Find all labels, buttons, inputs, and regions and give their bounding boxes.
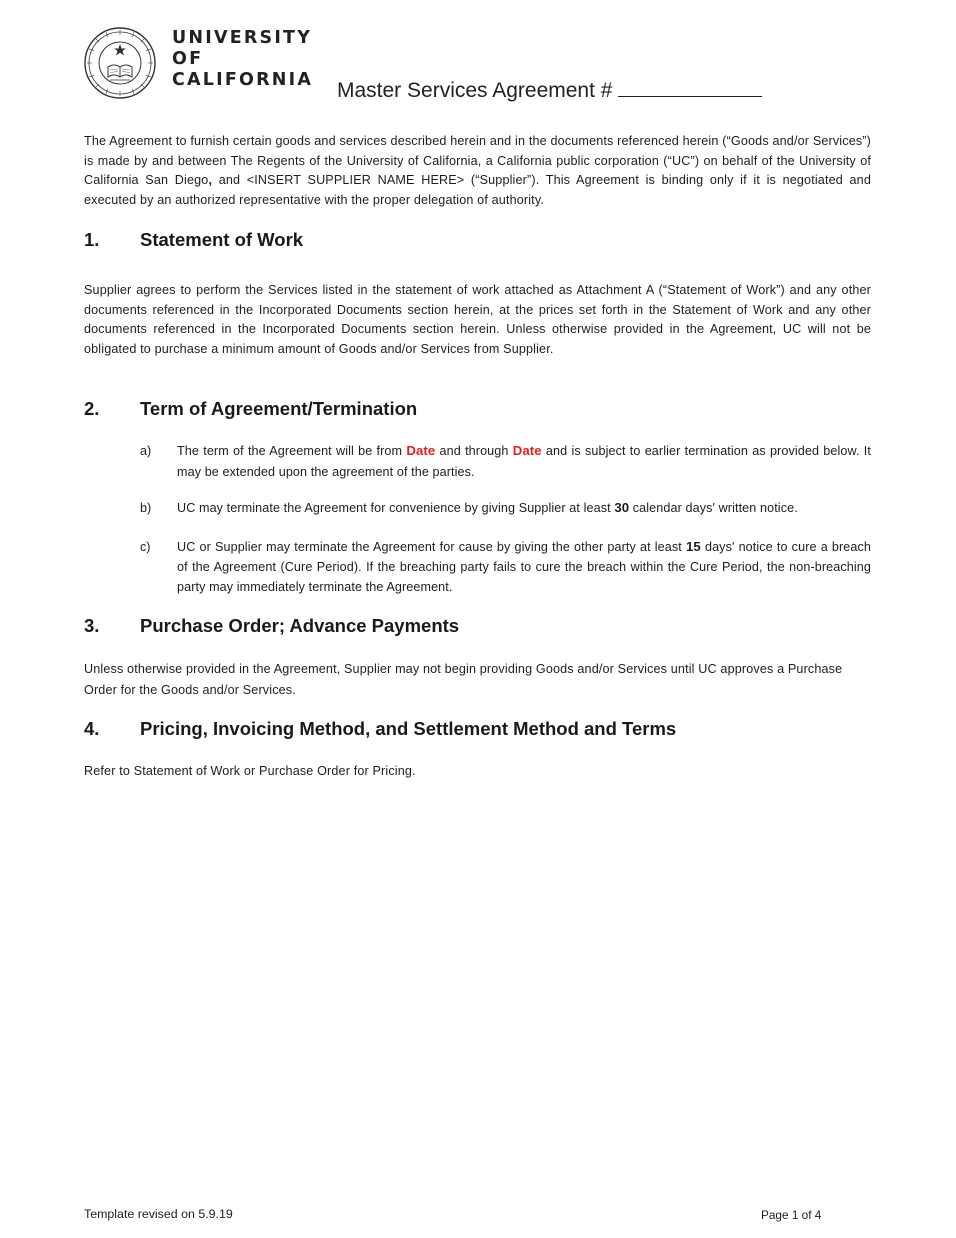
term-a-part-3: and is subject to earlier termination as provided below. It may be extended upon the agreement of the parties. xyxy=(177,444,871,479)
section-2-number: 2. xyxy=(84,398,100,419)
footer-template-revision: Template revised on 5.9.19 xyxy=(84,1207,233,1221)
intro-text-1: The Agreement to furnish certain goods and services described herein and in the documents referenced herein (“Goods and/or Services”) is made by and between The Regents of the University of California, a California public corporation (“UC”) on behalf of the University of California San Diego xyxy=(84,134,871,188)
section-4-body: Refer to Statement of Work or Purchase Order for Pricing. xyxy=(84,764,416,778)
section-2-title: Term of Agreement/Termination xyxy=(140,398,418,419)
agreement-number-blank[interactable] xyxy=(618,79,762,97)
wordmark-line-3: CALIFORNIA xyxy=(172,70,314,90)
term-a-part-2: and through xyxy=(435,444,513,458)
term-c-part-1: UC or Supplier may terminate the Agreement for cause by giving the other party at least xyxy=(177,540,686,554)
term-b-part-2: calendar days' written notice. xyxy=(629,501,798,515)
term-item-b-text xyxy=(177,498,871,519)
term-c-part-2: days' notice to cure a breach of the Agreement (Cure Period). If the breaching party fails to cure the breach within the Cure Period, the non-breaching party may immediately terminate the Agreement. xyxy=(177,540,872,594)
term-b-part-1: UC may terminate the Agreement for convenience by giving Supplier at least xyxy=(177,501,615,515)
section-1-heading xyxy=(84,229,303,251)
intro-paragraph xyxy=(84,132,871,211)
section-3-body: Unless otherwise provided in the Agreement, Supplier may not begin providing Goods and/or Services until UC approves a Purchase Order for the Goods and/or Services. xyxy=(84,662,843,697)
section-1-number: 1. xyxy=(84,229,100,250)
wordmark-line-2: OF xyxy=(172,49,204,69)
university-seal-icon xyxy=(84,27,156,99)
section-1-title: Statement of Work xyxy=(140,229,304,250)
section-3-title: Purchase Order; Advance Payments xyxy=(140,615,460,636)
section-3-number: 3. xyxy=(84,615,100,636)
term-a-part-1: The term of the Agreement will be from xyxy=(177,444,407,458)
section-2-heading xyxy=(84,398,417,420)
section-4-title: Pricing, Invoicing Method, and Settlement Method and Terms xyxy=(140,718,677,739)
footer-page-number: Page 1 of 4 xyxy=(761,1208,822,1222)
term-item-c-text xyxy=(177,537,871,597)
start-date-field[interactable]: Date xyxy=(406,443,436,458)
section-3-heading xyxy=(84,615,459,637)
term-item-b-marker: b) xyxy=(140,501,152,515)
cure-notice-days: 15 xyxy=(685,539,701,554)
section-4-number: 4. xyxy=(84,718,100,739)
wordmark-line-1: UNIVERSITY xyxy=(172,28,313,48)
section-1-body: Supplier agrees to perform the Services listed in the statement of work attached as Attachment A (“Statement of Work”) and any other documents referenced in the Incorporated Documents section herein, at the prices set forth in the Statement of Work and any other documents referenced in the Incorporated Documents section herein. Unless otherwise provided in the Agreement, UC will not be obligated to purchase a minimum amount of Goods and/or Services from Supplier. xyxy=(84,283,871,357)
term-item-c-marker: c) xyxy=(140,540,151,554)
university-wordmark xyxy=(172,28,313,91)
term-item-a-marker: a) xyxy=(140,444,152,458)
convenience-notice-days: 30 xyxy=(614,500,630,515)
agreement-title xyxy=(337,79,762,103)
intro-comma: , xyxy=(208,173,213,188)
agreement-title-text: Master Services Agreement # xyxy=(337,79,613,102)
section-4-heading xyxy=(84,718,676,740)
intro-text-2: and <INSERT SUPPLIER NAME HERE> (“Supplier”). This Agreement is binding only if it is negotiated and executed by an authorized representative with the proper delegation of authority. xyxy=(84,173,871,208)
term-item-a-text xyxy=(177,441,871,482)
end-date-field[interactable]: Date xyxy=(512,443,542,458)
